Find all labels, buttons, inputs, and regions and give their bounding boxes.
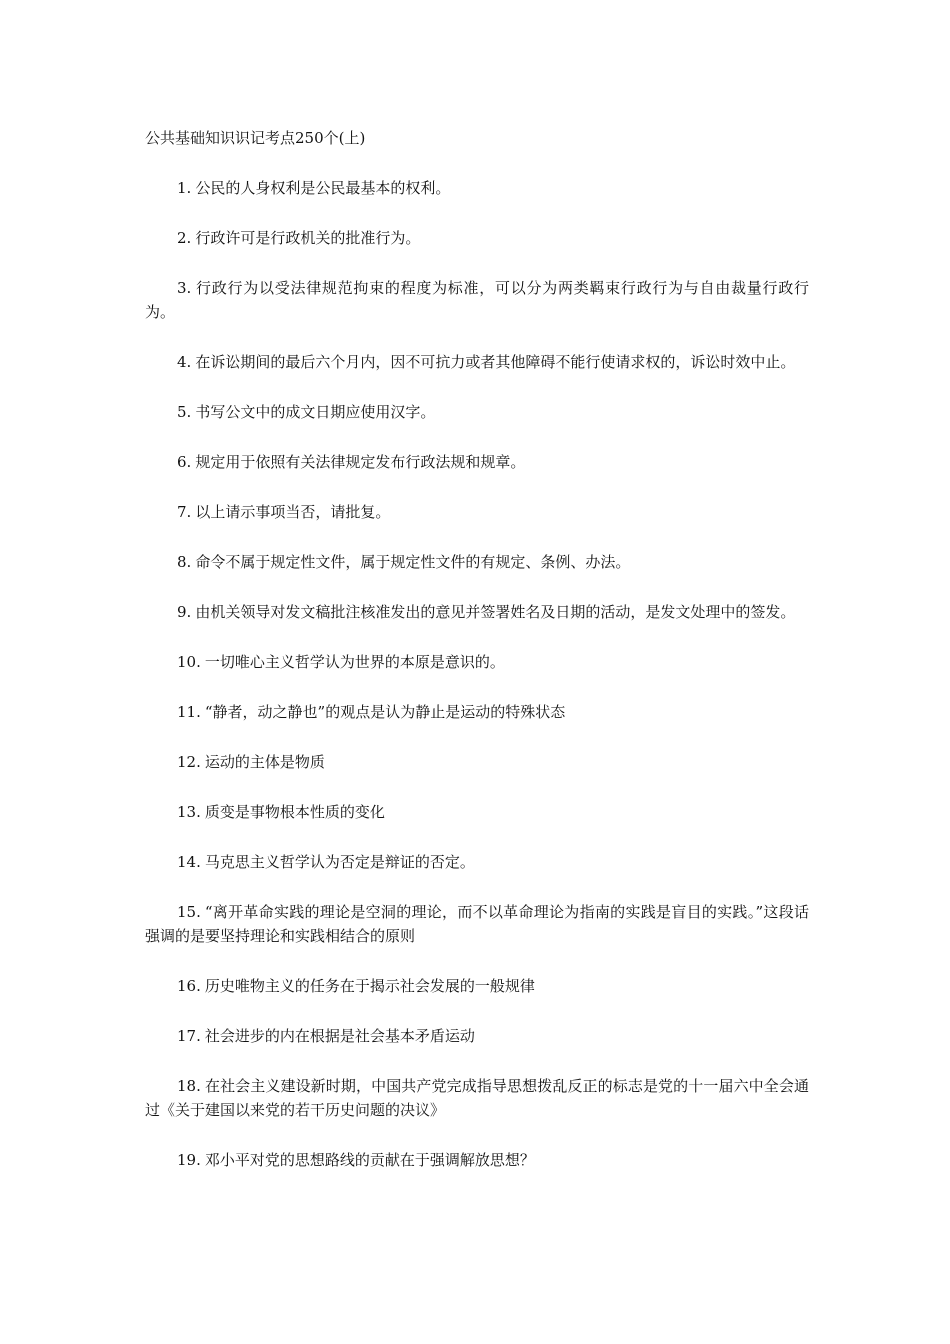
knowledge-point-item xyxy=(145,1024,809,1048)
item-text: 命令不属于规定性文件，属于规定性文件的有规定、条例、办法。 xyxy=(195,553,631,571)
knowledge-point-item xyxy=(145,900,809,948)
knowledge-point-item xyxy=(145,700,809,724)
item-text: “离开革命实践的理论是空洞的理论，而不以革命理论为指南的实践是盲目的实践。”这段话强调的是要坚持理论和实践相结合的原则 xyxy=(145,903,809,945)
item-text: 以上请示事项当否，请批复。 xyxy=(195,503,391,521)
item-text: 一切唯心主义哲学认为世界的本原是意识的。 xyxy=(204,653,505,671)
item-number: 9. xyxy=(177,603,192,621)
item-number: 12. xyxy=(177,753,201,771)
document-body xyxy=(145,126,809,1198)
knowledge-point-item xyxy=(145,450,809,474)
knowledge-point-list xyxy=(145,176,809,1172)
item-number: 19. xyxy=(177,1151,201,1169)
knowledge-point-item xyxy=(145,176,809,200)
item-text: 马克思主义哲学认为否定是辩证的否定。 xyxy=(204,853,475,871)
item-number: 3. xyxy=(177,279,192,297)
item-text: 规定用于依照有关法律规定发布行政法规和规章。 xyxy=(195,453,526,471)
knowledge-point-item xyxy=(145,400,809,424)
item-number: 5. xyxy=(177,403,192,421)
item-number: 4. xyxy=(177,353,192,371)
item-number: 16. xyxy=(177,977,201,995)
knowledge-point-item xyxy=(145,800,809,824)
item-number: 10. xyxy=(177,653,201,671)
item-text: 历史唯物主义的任务在于揭示社会发展的一般规律 xyxy=(204,977,535,995)
item-text: 公民的人身权利是公民最基本的权利。 xyxy=(195,179,451,197)
knowledge-point-item xyxy=(145,500,809,524)
knowledge-point-item xyxy=(145,550,809,574)
knowledge-point-item xyxy=(145,276,809,324)
knowledge-point-item xyxy=(145,600,809,624)
item-number: 14. xyxy=(177,853,201,871)
item-number: 8. xyxy=(177,553,192,571)
item-text: 运动的主体是物质 xyxy=(204,753,325,771)
item-text: 在诉讼期间的最后六个月内，因不可抗力或者其他障碍不能行使请求权的，诉讼时效中止。 xyxy=(195,353,796,371)
knowledge-point-item xyxy=(145,350,809,374)
item-text: 行政许可是行政机关的批准行为。 xyxy=(195,229,421,247)
item-number: 15. xyxy=(177,903,201,921)
item-number: 2. xyxy=(177,229,192,247)
item-text: 书写公文中的成文日期应使用汉字。 xyxy=(195,403,436,421)
knowledge-point-item xyxy=(145,974,809,998)
item-text: 质变是事物根本性质的变化 xyxy=(204,803,385,821)
knowledge-point-item xyxy=(145,650,809,674)
knowledge-point-item xyxy=(145,1074,809,1122)
item-text: 社会进步的内在根据是社会基本矛盾运动 xyxy=(204,1027,475,1045)
item-text: 在社会主义建设新时期，中国共产党完成指导思想拨乱反正的标志是党的十一届六中全会通过《关于建国以来党的若干历史问题的决议》 xyxy=(145,1077,809,1119)
item-number: 18. xyxy=(177,1077,201,1095)
knowledge-point-item xyxy=(145,750,809,774)
knowledge-point-item xyxy=(145,226,809,250)
item-number: 1. xyxy=(177,179,192,197)
item-number: 13. xyxy=(177,803,201,821)
document-title: 公共基础知识识记考点250个(上) xyxy=(145,129,366,147)
knowledge-point-item xyxy=(145,1148,809,1172)
item-text: 邓小平对党的思想路线的贡献在于强调解放思想？ xyxy=(204,1151,535,1169)
item-number: 11. xyxy=(177,703,201,721)
item-text: “静者，动之静也”的观点是认为静止是运动的特殊状态 xyxy=(204,703,566,721)
knowledge-point-item xyxy=(145,850,809,874)
item-text: 行政行为以受法律规范拘束的程度为标准，可以分为两类羁束行政行为与自由裁量行政行为。 xyxy=(145,279,809,321)
item-number: 7. xyxy=(177,503,192,521)
item-number: 6. xyxy=(177,453,192,471)
item-number: 17. xyxy=(177,1027,201,1045)
item-text: 由机关领导对发文稿批注核准发出的意见并签署姓名及日期的活动，是发文处理中的签发。 xyxy=(195,603,796,621)
